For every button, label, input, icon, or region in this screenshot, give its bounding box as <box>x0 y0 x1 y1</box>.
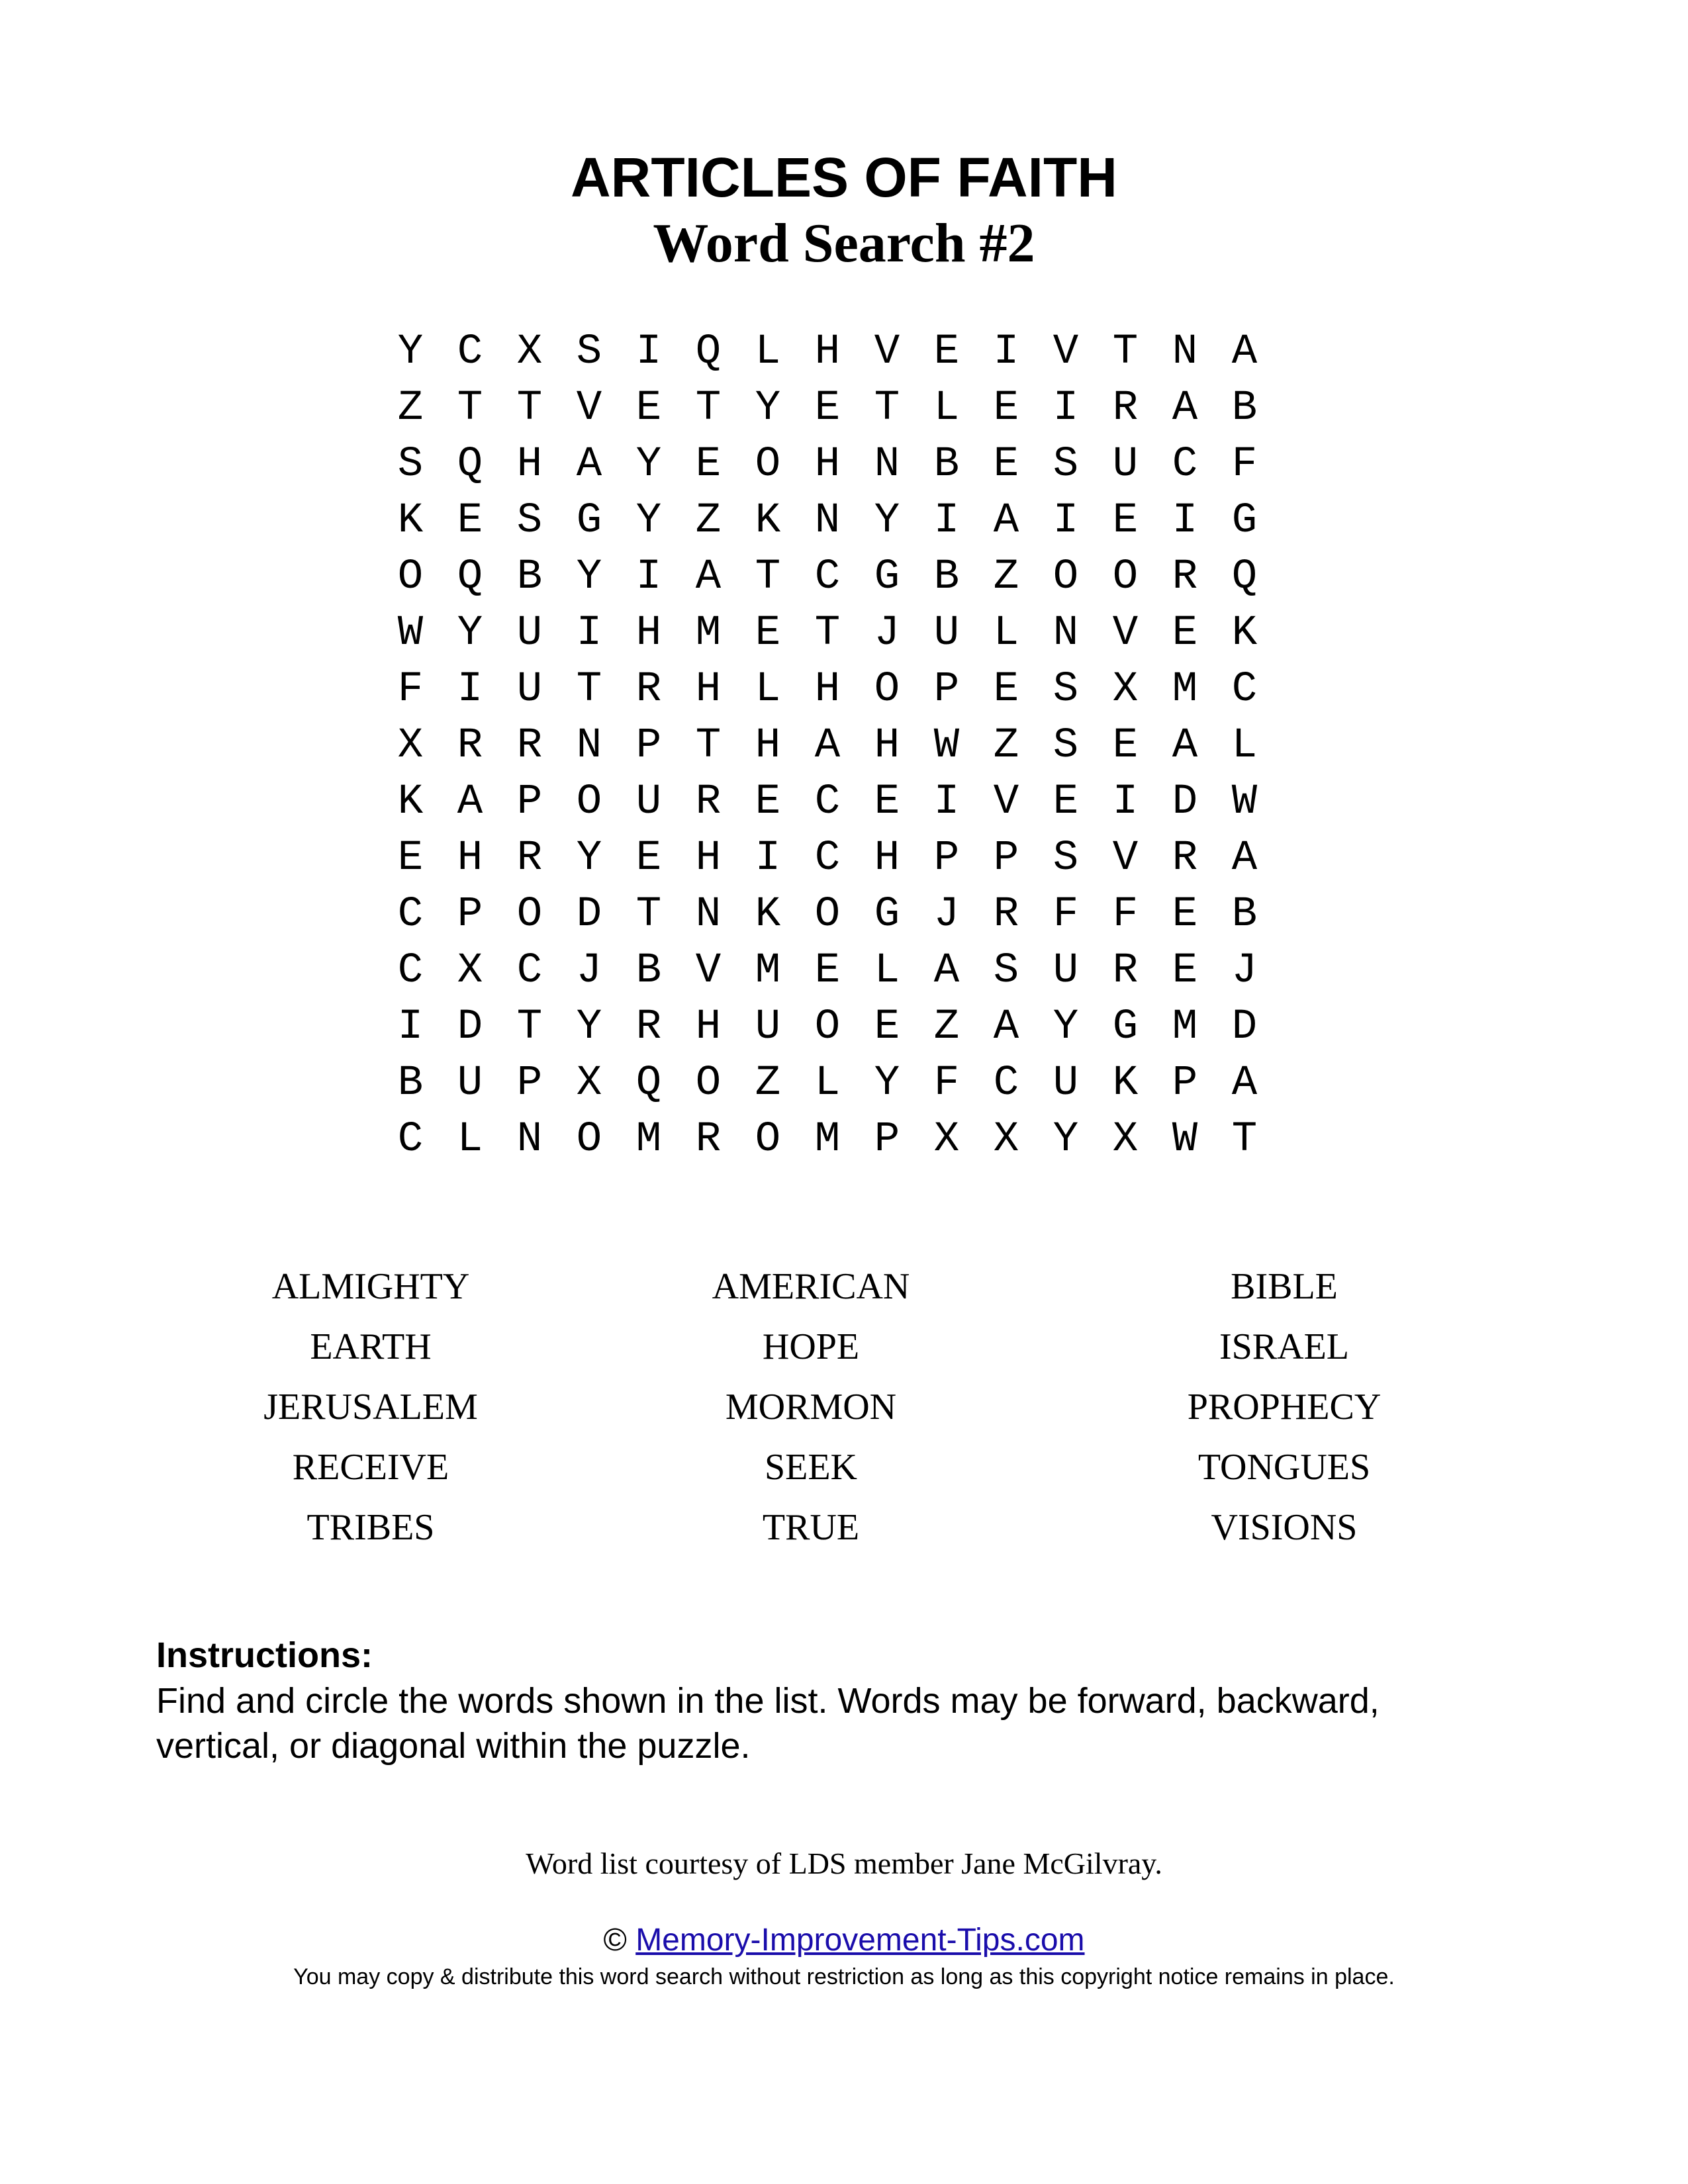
grid-cell: U <box>755 1003 781 1051</box>
grid-cell: U <box>635 778 662 826</box>
grid-cell: Y <box>874 497 900 545</box>
grid-cell: P <box>457 891 483 938</box>
word-list-item: TRIBES <box>306 1506 435 1548</box>
grid-cell: G <box>874 553 900 601</box>
word-list-row <box>0 1437 1688 1497</box>
grid-cell: C <box>457 328 483 376</box>
grid-cell: Y <box>576 1003 602 1051</box>
grid-cell: V <box>874 328 900 376</box>
grid-cell: R <box>635 666 662 713</box>
grid-cell: R <box>695 1116 722 1163</box>
grid-row <box>381 493 1274 549</box>
grid-cell: B <box>933 553 960 601</box>
word-list-row <box>0 1377 1688 1437</box>
grid-cell: K <box>755 891 781 938</box>
grid-cell: O <box>397 553 424 601</box>
grid-cell: E <box>1112 497 1139 545</box>
grid-cell: G <box>1112 1003 1139 1051</box>
grid-cell: Q <box>457 553 483 601</box>
grid-cell: D <box>576 891 602 938</box>
grid-cell: R <box>1112 385 1139 432</box>
grid-cell: M <box>1172 1003 1198 1051</box>
grid-cell: V <box>576 385 602 432</box>
grid-cell: D <box>1231 1003 1258 1051</box>
grid-cell: O <box>874 666 900 713</box>
grid-cell: T <box>695 385 722 432</box>
grid-cell: F <box>1112 891 1139 938</box>
grid-cell: P <box>516 1060 543 1107</box>
grid-cell: U <box>516 610 543 657</box>
grid-cell: A <box>1231 835 1258 882</box>
grid-cell: I <box>1053 497 1079 545</box>
grid-cell: R <box>635 1003 662 1051</box>
grid-row <box>381 662 1274 718</box>
word-list <box>0 1256 1688 1557</box>
grid-cell: K <box>1112 1060 1139 1107</box>
grid-cell: H <box>814 441 841 488</box>
grid-cell: N <box>695 891 722 938</box>
grid-cell: F <box>1053 891 1079 938</box>
grid-cell: Z <box>993 553 1019 601</box>
grid-cell: E <box>695 441 722 488</box>
grid-cell: E <box>1053 778 1079 826</box>
grid-cell: M <box>1172 666 1198 713</box>
grid-cell: R <box>695 778 722 826</box>
grid-cell: E <box>635 385 662 432</box>
grid-cell: Z <box>695 497 722 545</box>
grid-cell: S <box>993 947 1019 995</box>
grid-cell: S <box>1053 441 1079 488</box>
grid-cell: I <box>1053 385 1079 432</box>
grid-cell: Z <box>933 1003 960 1051</box>
grid-cell: B <box>516 553 543 601</box>
grid-cell: T <box>874 385 900 432</box>
grid-cell: S <box>576 328 602 376</box>
grid-cell: A <box>993 1003 1019 1051</box>
grid-cell: F <box>1231 441 1258 488</box>
grid-cell: E <box>1172 610 1198 657</box>
grid-cell: X <box>576 1060 602 1107</box>
grid-row <box>381 999 1274 1056</box>
copyright-notice: You may copy & distribute this word search without restriction as long as this copyright notice remains in place. <box>293 1964 1395 1989</box>
grid-cell: C <box>1231 666 1258 713</box>
grid-cell: T <box>1231 1116 1258 1163</box>
grid-cell: Q <box>1231 553 1258 601</box>
grid-cell: K <box>755 497 781 545</box>
grid-cell: N <box>1172 328 1198 376</box>
grid-cell: A <box>1231 328 1258 376</box>
grid-cell: P <box>874 1116 900 1163</box>
grid-cell: H <box>695 835 722 882</box>
grid-cell: I <box>1112 778 1139 826</box>
grid-cell: O <box>755 441 781 488</box>
grid-cell: F <box>397 666 424 713</box>
grid-cell: P <box>933 835 960 882</box>
grid-cell: P <box>993 835 1019 882</box>
grid-cell: J <box>1231 947 1258 995</box>
grid-cell: N <box>1053 610 1079 657</box>
grid-cell: U <box>1053 1060 1079 1107</box>
grid-cell: W <box>933 722 960 770</box>
grid-cell: A <box>933 947 960 995</box>
grid-cell: H <box>814 666 841 713</box>
grid-cell: E <box>993 441 1019 488</box>
grid-cell: O <box>695 1060 722 1107</box>
grid-cell: O <box>576 778 602 826</box>
grid-cell: E <box>397 835 424 882</box>
grid-row <box>381 718 1274 774</box>
grid-cell: E <box>635 835 662 882</box>
grid-cell: O <box>1053 553 1079 601</box>
word-list-item: PROPHECY <box>1187 1386 1382 1428</box>
grid-cell: H <box>755 722 781 770</box>
grid-cell: I <box>755 835 781 882</box>
word-list-item: AMERICAN <box>712 1265 910 1307</box>
grid-row <box>381 1056 1274 1112</box>
grid-cell: P <box>933 666 960 713</box>
grid-cell: X <box>993 1116 1019 1163</box>
grid-cell: E <box>933 328 960 376</box>
grid-cell: T <box>814 610 841 657</box>
grid-cell: K <box>397 778 424 826</box>
grid-row <box>381 1112 1274 1168</box>
grid-cell: L <box>1231 722 1258 770</box>
grid-cell: Z <box>397 385 424 432</box>
word-list-item: SEEK <box>765 1446 857 1488</box>
grid-cell: F <box>933 1060 960 1107</box>
grid-cell: L <box>874 947 900 995</box>
grid-cell: Y <box>397 328 424 376</box>
grid-cell: Z <box>755 1060 781 1107</box>
grid-cell: W <box>397 610 424 657</box>
grid-cell: I <box>635 553 662 601</box>
grid-cell: N <box>516 1116 543 1163</box>
word-list-item: BIBLE <box>1231 1265 1338 1307</box>
grid-cell: H <box>874 722 900 770</box>
grid-cell: A <box>576 441 602 488</box>
grid-cell: Y <box>755 385 781 432</box>
grid-cell: T <box>457 385 483 432</box>
grid-cell: Y <box>635 497 662 545</box>
grid-cell: T <box>1112 328 1139 376</box>
grid-cell: I <box>576 610 602 657</box>
word-list-item: HOPE <box>762 1326 860 1367</box>
copyright-symbol: © <box>603 1923 627 1958</box>
grid-cell: I <box>993 328 1019 376</box>
grid-cell: B <box>635 947 662 995</box>
grid-cell: O <box>1112 553 1139 601</box>
grid-cell: E <box>1112 722 1139 770</box>
grid-cell: P <box>516 778 543 826</box>
grid-cell: T <box>516 385 543 432</box>
grid-cell: X <box>516 328 543 376</box>
grid-cell: I <box>397 1003 424 1051</box>
grid-row <box>381 324 1274 381</box>
word-list-item: ISRAEL <box>1219 1326 1349 1367</box>
word-list-item: RECEIVE <box>292 1446 449 1488</box>
grid-cell: H <box>457 835 483 882</box>
grid-cell: G <box>874 891 900 938</box>
grid-cell: A <box>1172 722 1198 770</box>
instructions-text <box>156 1678 1546 1768</box>
grid-cell: Y <box>457 610 483 657</box>
grid-cell: A <box>695 553 722 601</box>
grid-cell: S <box>1053 666 1079 713</box>
grid-cell: I <box>457 666 483 713</box>
grid-cell: N <box>814 497 841 545</box>
word-list-item: TRUE <box>762 1506 860 1548</box>
grid-cell: Y <box>635 441 662 488</box>
grid-cell: S <box>516 497 543 545</box>
grid-cell: T <box>576 666 602 713</box>
grid-cell: O <box>814 1003 841 1051</box>
word-list-row <box>0 1256 1688 1316</box>
grid-cell: U <box>933 610 960 657</box>
grid-cell: A <box>1172 385 1198 432</box>
grid-cell: R <box>1172 553 1198 601</box>
grid-cell: R <box>516 722 543 770</box>
grid-cell: U <box>457 1060 483 1107</box>
grid-cell: E <box>874 1003 900 1051</box>
word-list-item: TONGUES <box>1197 1446 1371 1488</box>
grid-cell: V <box>1112 835 1139 882</box>
site-link[interactable]: Memory-Improvement-Tips.com <box>635 1923 1085 1958</box>
grid-cell: C <box>1172 441 1198 488</box>
grid-cell: U <box>1053 947 1079 995</box>
grid-cell: E <box>755 778 781 826</box>
grid-row <box>381 943 1274 999</box>
grid-cell: H <box>695 1003 722 1051</box>
grid-cell: Q <box>457 441 483 488</box>
grid-cell: P <box>635 722 662 770</box>
grid-cell: M <box>814 1116 841 1163</box>
grid-cell: A <box>814 722 841 770</box>
grid-cell: E <box>1172 947 1198 995</box>
grid-cell: R <box>993 891 1019 938</box>
grid-cell: X <box>1112 666 1139 713</box>
grid-cell: H <box>695 666 722 713</box>
grid-cell: X <box>397 722 424 770</box>
grid-cell: J <box>933 891 960 938</box>
grid-cell: E <box>814 947 841 995</box>
grid-cell: G <box>576 497 602 545</box>
grid-cell: D <box>457 1003 483 1051</box>
grid-cell: O <box>755 1116 781 1163</box>
grid-cell: I <box>933 778 960 826</box>
word-list-item: EARTH <box>310 1326 432 1367</box>
grid-cell: X <box>1112 1116 1139 1163</box>
grid-cell: H <box>516 441 543 488</box>
grid-cell: D <box>1172 778 1198 826</box>
word-list-item: VISIONS <box>1211 1506 1358 1548</box>
grid-row <box>381 437 1274 493</box>
grid-cell: R <box>1172 835 1198 882</box>
grid-cell: W <box>1231 778 1258 826</box>
grid-cell: R <box>457 722 483 770</box>
grid-cell: C <box>814 553 841 601</box>
grid-cell: Y <box>1053 1003 1079 1051</box>
grid-cell: X <box>457 947 483 995</box>
letter-grid <box>381 324 1274 1168</box>
grid-cell: K <box>397 497 424 545</box>
word-list-item: JERUSALEM <box>263 1386 478 1428</box>
grid-cell: T <box>635 891 662 938</box>
grid-cell: H <box>635 610 662 657</box>
grid-row <box>381 774 1274 831</box>
grid-cell: E <box>457 497 483 545</box>
grid-cell: E <box>1172 891 1198 938</box>
grid-cell: E <box>993 385 1019 432</box>
grid-cell: Y <box>1053 1116 1079 1163</box>
grid-cell: T <box>755 553 781 601</box>
grid-cell: C <box>516 947 543 995</box>
grid-cell: A <box>993 497 1019 545</box>
grid-cell: O <box>814 891 841 938</box>
instructions-line: Find and circle the words shown in the list. Words may be forward, backward, <box>156 1681 1380 1721</box>
grid-row <box>381 606 1274 662</box>
grid-cell: C <box>814 835 841 882</box>
grid-cell: Y <box>576 553 602 601</box>
grid-cell: J <box>576 947 602 995</box>
grid-cell: I <box>933 497 960 545</box>
grid-cell: L <box>933 385 960 432</box>
word-list-row <box>0 1316 1688 1377</box>
grid-cell: E <box>814 385 841 432</box>
word-list-item: MORMON <box>725 1386 897 1428</box>
grid-cell: V <box>1112 610 1139 657</box>
copyright-line <box>0 1921 1688 1960</box>
grid-cell: T <box>516 1003 543 1051</box>
grid-cell: O <box>576 1116 602 1163</box>
grid-cell: I <box>1172 497 1198 545</box>
grid-cell: C <box>993 1060 1019 1107</box>
grid-cell: H <box>874 835 900 882</box>
page-subtitle: Word Search #2 <box>653 212 1035 274</box>
grid-cell: S <box>397 441 424 488</box>
grid-cell: H <box>814 328 841 376</box>
grid-cell: G <box>1231 497 1258 545</box>
grid-cell: U <box>1112 441 1139 488</box>
grid-cell: B <box>1231 385 1258 432</box>
grid-cell: I <box>635 328 662 376</box>
word-list-item: ALMIGHTY <box>271 1265 470 1307</box>
grid-cell: R <box>1112 947 1139 995</box>
grid-cell: E <box>993 666 1019 713</box>
grid-row <box>381 381 1274 437</box>
grid-cell: C <box>397 891 424 938</box>
grid-cell: B <box>933 441 960 488</box>
grid-cell: M <box>695 610 722 657</box>
grid-cell: Y <box>576 835 602 882</box>
grid-cell: N <box>874 441 900 488</box>
grid-row <box>381 887 1274 943</box>
grid-cell: T <box>695 722 722 770</box>
grid-cell: B <box>397 1060 424 1107</box>
grid-cell: C <box>397 1116 424 1163</box>
grid-cell: N <box>576 722 602 770</box>
grid-cell: S <box>1053 722 1079 770</box>
grid-cell: E <box>755 610 781 657</box>
grid-cell: V <box>993 778 1019 826</box>
grid-cell: V <box>695 947 722 995</box>
credit-line: Word list courtesy of LDS member Jane McGilvray. <box>526 1846 1162 1880</box>
grid-cell: Y <box>874 1060 900 1107</box>
grid-cell: L <box>993 610 1019 657</box>
grid-cell: Q <box>695 328 722 376</box>
grid-cell: C <box>814 778 841 826</box>
grid-cell: O <box>516 891 543 938</box>
instructions-line: vertical, or diagonal within the puzzle. <box>156 1726 751 1766</box>
grid-cell: R <box>516 835 543 882</box>
grid-cell: Z <box>993 722 1019 770</box>
grid-cell: M <box>635 1116 662 1163</box>
grid-cell: K <box>1231 610 1258 657</box>
grid-cell: C <box>397 947 424 995</box>
grid-row <box>381 831 1274 887</box>
grid-cell: L <box>755 328 781 376</box>
instructions-heading: Instructions: <box>156 1635 373 1675</box>
word-list-row <box>0 1497 1688 1557</box>
grid-cell: U <box>516 666 543 713</box>
grid-row <box>381 549 1274 606</box>
page-title: ARTICLES OF FAITH <box>571 146 1117 208</box>
grid-cell: L <box>755 666 781 713</box>
grid-cell: Q <box>635 1060 662 1107</box>
grid-cell: A <box>1231 1060 1258 1107</box>
grid-cell: W <box>1172 1116 1198 1163</box>
grid-cell: L <box>814 1060 841 1107</box>
grid-cell: X <box>933 1116 960 1163</box>
grid-cell: P <box>1172 1060 1198 1107</box>
grid-cell: M <box>755 947 781 995</box>
grid-cell: A <box>457 778 483 826</box>
grid-cell: S <box>1053 835 1079 882</box>
grid-cell: J <box>874 610 900 657</box>
grid-cell: B <box>1231 891 1258 938</box>
grid-cell: E <box>874 778 900 826</box>
grid-cell: V <box>1053 328 1079 376</box>
grid-cell: L <box>457 1116 483 1163</box>
